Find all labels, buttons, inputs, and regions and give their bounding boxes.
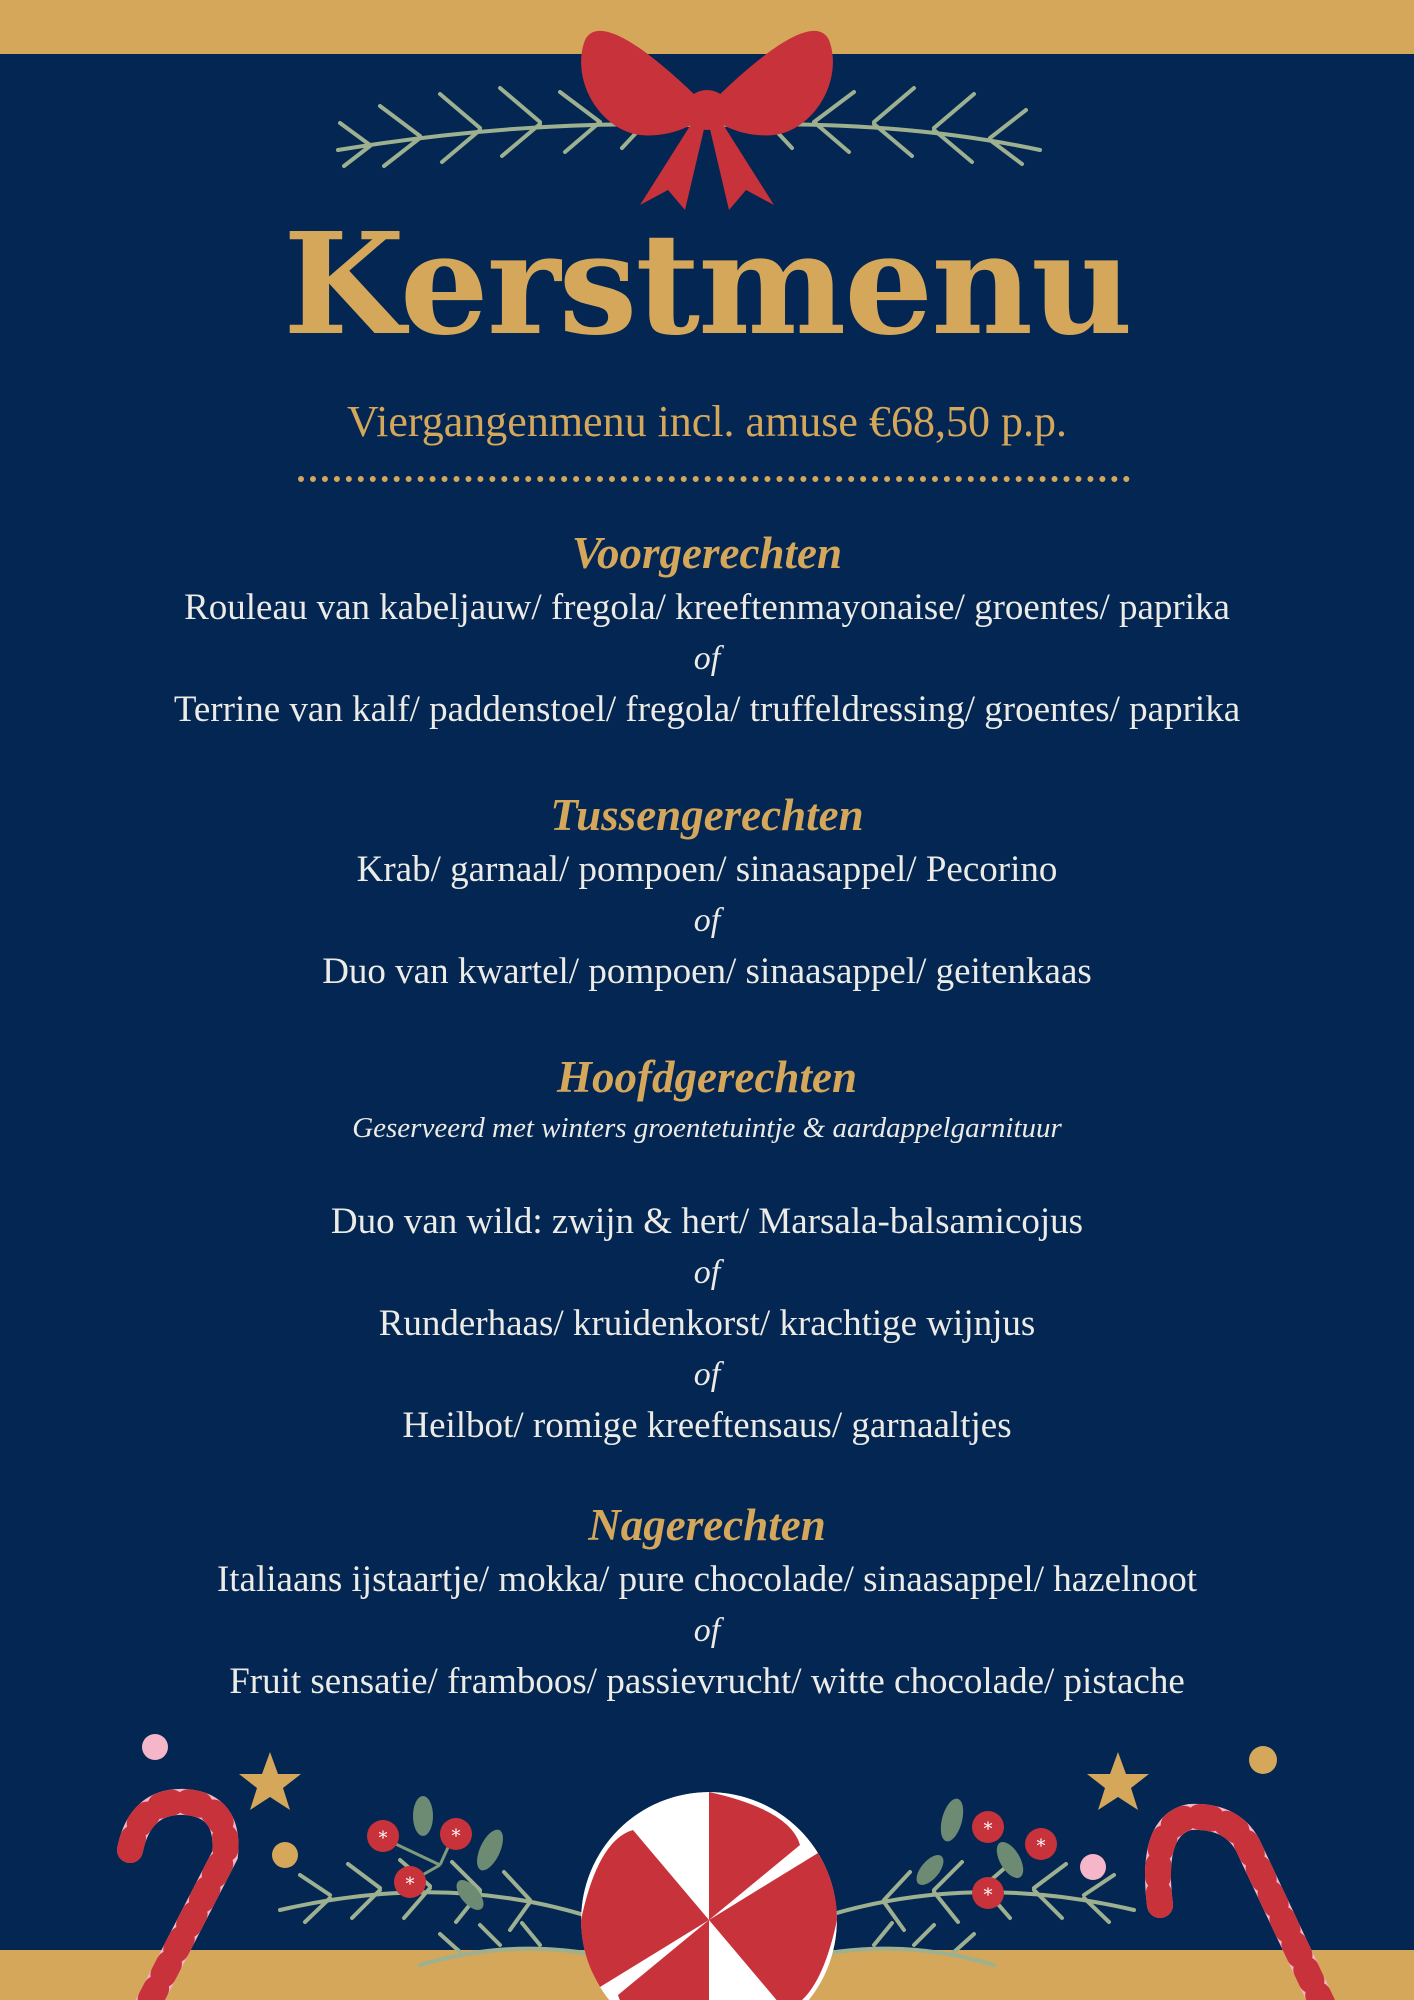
peppermint-candy-icon <box>581 1792 838 2000</box>
dish-item: Italiaans ijstaartje/ mokka/ pure chocolade/ sinaasappel/ hazelnoot <box>216 1559 1198 1600</box>
section-heading: Nagerechten <box>588 1500 826 1550</box>
or-separator: of <box>693 1254 721 1291</box>
section-heading: Voorgerechten <box>572 528 842 578</box>
or-separator: of <box>693 1612 721 1649</box>
svg-text:*: * <box>451 1826 461 1847</box>
dish-item: Duo van kwartel/ pompoen/ sinaasappel/ geitenkaas <box>322 951 1092 992</box>
section-mains-dishes <box>0 1196 1414 1451</box>
red-bow-icon <box>581 31 833 210</box>
svg-text:*: * <box>983 1885 993 1906</box>
section-heading: Tussengerechten <box>550 790 864 840</box>
section-intermediate <box>0 786 1414 997</box>
svg-text:*: * <box>405 1874 415 1895</box>
svg-text:*: * <box>378 1828 388 1849</box>
section-note: Geserveerd met winters groentetuintje & aardappelgarnituur <box>352 1112 1062 1144</box>
dot-pink-right-icon <box>1080 1854 1106 1880</box>
menu-subtitle-price: Viergangenmenu incl. amuse €68,50 p.p. <box>347 397 1067 446</box>
menu-title: Kerstmenu <box>283 203 1131 367</box>
star-right-icon <box>1087 1752 1149 1810</box>
section-starters <box>0 524 1414 735</box>
dish-item: Rouleau van kabeljauw/ fregola/ kreeftenmayonaise/ groentes/ paprika <box>184 587 1230 628</box>
dot-gold-right-icon <box>1249 1746 1277 1774</box>
candy-cane-left-icon <box>130 1802 226 2000</box>
or-separator: of <box>693 902 721 939</box>
dish-item: Terrine van kalf/ paddenstoel/ fregola/ truffeldressing/ groentes/ paprika <box>173 689 1241 730</box>
dish-item: Duo van wild: zwijn & hert/ Marsala-balsamicojus <box>330 1201 1084 1242</box>
section-desserts <box>0 1496 1414 1707</box>
or-separator: of <box>693 1356 721 1393</box>
dish-item: Heilbot/ romige kreeftensaus/ garnaaltjes <box>402 1405 1012 1446</box>
section-heading: Hoofdgerechten <box>557 1052 857 1102</box>
pine-branch-bottom-left-icon <box>280 1860 620 1965</box>
svg-text:*: * <box>1036 1836 1046 1857</box>
bottom-decoration <box>0 1720 1414 2000</box>
dish-item: Runderhaas/ kruidenkorst/ krachtige wijnjus <box>378 1303 1036 1344</box>
svg-text:*: * <box>983 1819 993 1840</box>
candy-cane-right-icon <box>1158 1817 1330 2000</box>
pine-branch-bottom-right-icon <box>794 1860 1134 1965</box>
star-left-icon <box>239 1752 301 1810</box>
dish-item: Fruit sensatie/ framboos/ passievrucht/ witte chocolade/ pistache <box>229 1661 1185 1702</box>
dot-gold-left-icon <box>272 1842 298 1868</box>
dot-pink-left-icon <box>142 1734 168 1760</box>
or-separator: of <box>693 640 721 677</box>
dish-item: Krab/ garnaal/ pompoen/ sinaasappel/ Pecorino <box>356 849 1058 890</box>
dotted-divider <box>298 476 1130 482</box>
section-mains <box>0 1048 1414 1150</box>
